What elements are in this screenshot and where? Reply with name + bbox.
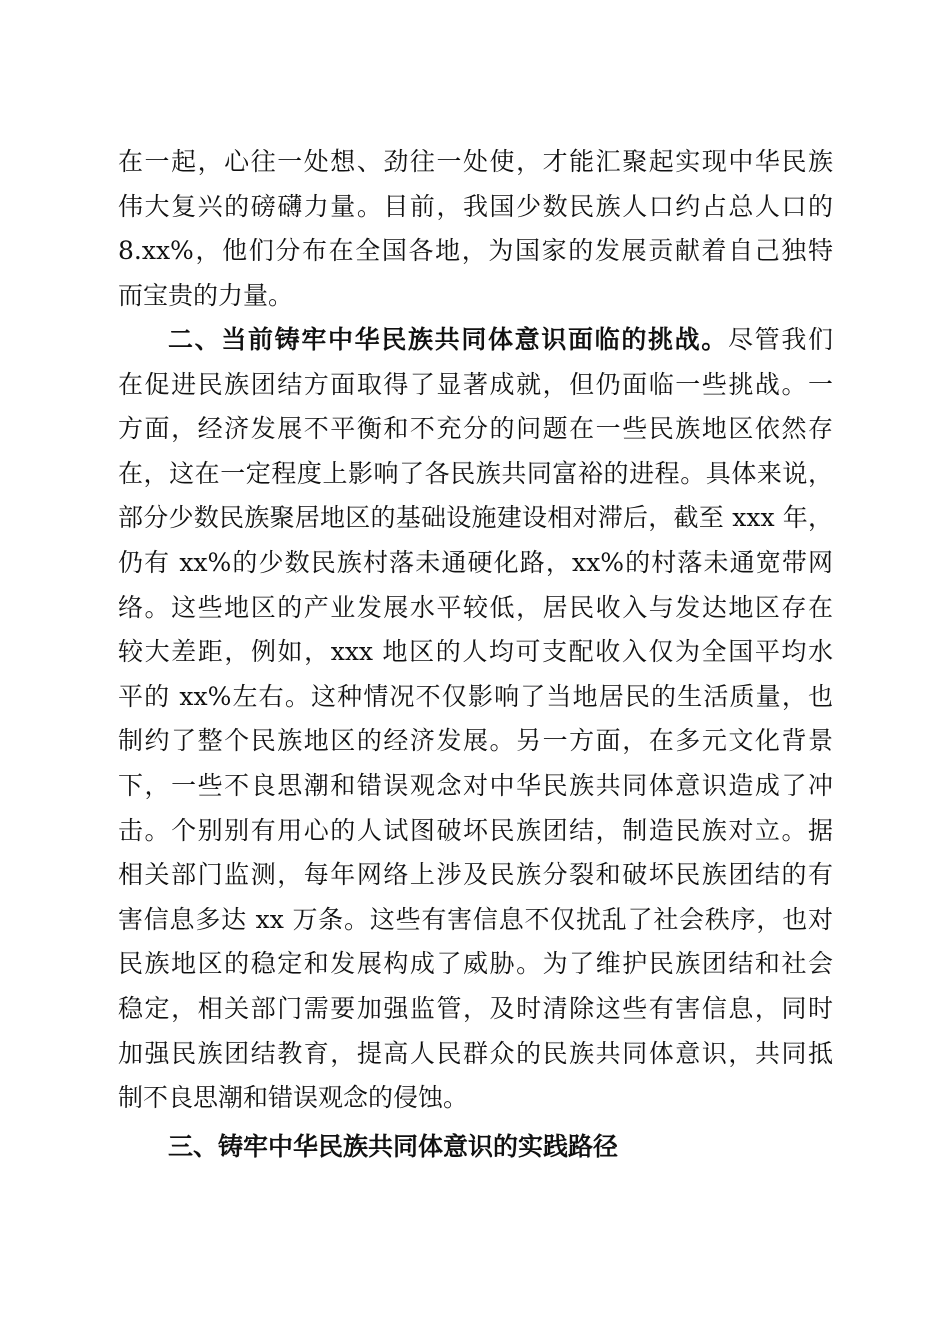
text-line: 较大差距，例如，xxx 地区的人均可支配收入仅为全国平均水 (118, 637, 833, 667)
text-line: 8.xx%，他们分布在全国各地，为国家的发展贡献着自己独特 (118, 236, 833, 266)
text-line: 下，一些不良思潮和错误观念对中华民族共同体意识造成了冲 (118, 770, 833, 800)
section-heading-line (118, 318, 833, 363)
text-line: 在促进民族团结方面取得了显著成就，但仍面临一些挑战。一 (118, 369, 833, 399)
text-line: 在一起，心往一处想、劲往一处使，才能汇聚起实现中华民族 (118, 147, 833, 176)
text-line: 部分少数民族聚居地区的基础设施建设相对滞后，截至 xxx 年， (118, 503, 833, 533)
text-line: 在，这在一定程度上影响了各民族共同富裕的进程。具体来说， (118, 458, 833, 488)
text-line: 相关部门监测，每年网络上涉及民族分裂和破坏民族团结的有 (118, 860, 833, 890)
text-line: 方面，经济发展不平衡和不充分的问题在一些民族地区依然存 (118, 414, 833, 444)
section-heading: 三、铸牢中华民族共同体意识的实践路径 (168, 1132, 619, 1161)
text-line: 民族地区的稳定和发展构成了威胁。为了维护民族团结和社会 (118, 949, 833, 979)
text-line: 络。这些地区的产业发展水平较低，居民收入与发达地区存在 (118, 592, 833, 622)
text-line: 击。个别别有用心的人试图破坏民族团结，制造民族对立。据 (118, 815, 833, 845)
section-heading: 二、当前铸牢中华民族共同体意识面临的挑战。 (168, 325, 728, 354)
text-line: 而宝贵的力量。 (118, 280, 294, 310)
text-line: 平的 xx%左右。这种情况不仅影响了当地居民的生活质量，也 (118, 681, 833, 711)
text-line: 害信息多达 xx 万条。这些有害信息不仅扰乱了社会秩序，也对 (118, 904, 833, 934)
text-line-rest: 尽管我们 (727, 325, 833, 354)
section-challenges (118, 318, 833, 1121)
paragraph-continuation (118, 140, 833, 318)
text-line: 稳定，相关部门需要加强监管，及时清除这些有害信息，同时 (118, 993, 833, 1023)
text-line: 伟大复兴的磅礴力量。目前，我国少数民族人口约占总人口的 (118, 191, 833, 221)
section-heading-line (118, 1125, 833, 1170)
section-practice (118, 1125, 833, 1170)
text-line: 加强民族团结教育，提高人民群众的民族共同体意识，共同抵 (118, 1038, 833, 1068)
text-line: 制约了整个民族地区的经济发展。另一方面，在多元文化背景 (118, 726, 833, 756)
text-line: 仍有 xx%的少数民族村落未通硬化路，xx%的村落未通宽带网 (118, 547, 833, 577)
text-line: 制不良思潮和错误观念的侵蚀。 (118, 1083, 469, 1113)
